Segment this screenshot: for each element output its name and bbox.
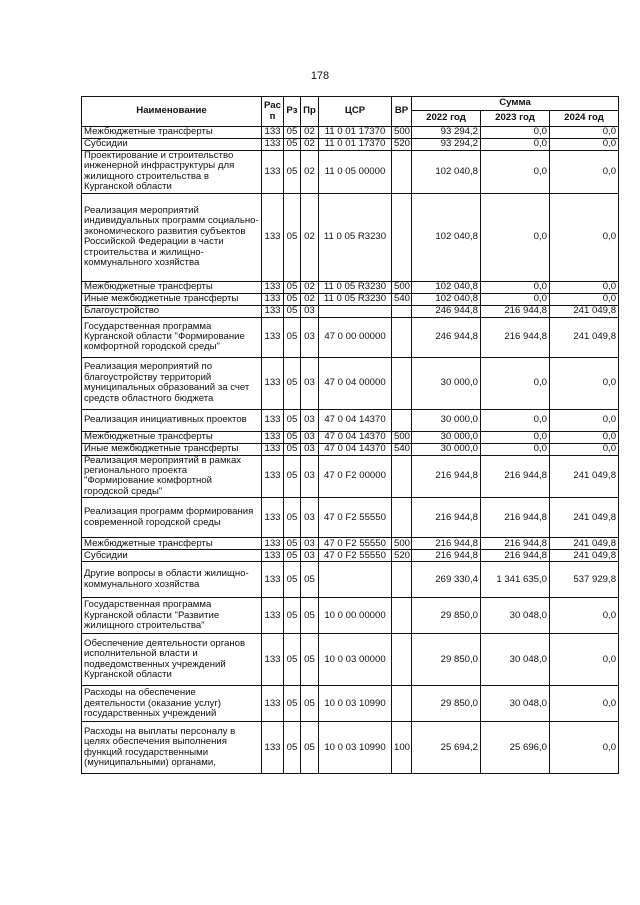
table-row: [82, 538, 619, 550]
table-row: [82, 139, 619, 151]
cell-rasp: 133: [262, 127, 284, 139]
table-row: [82, 281, 619, 293]
cell-csr: 47 0 04 14370: [319, 431, 392, 443]
cell-rasp: 133: [262, 317, 284, 357]
cell-y2024: 0,0: [550, 293, 619, 305]
cell-name: Обеспечение деятельности органов исполнительной власти и подведомственных учреждений Курганской области: [82, 634, 262, 686]
cell-vr: [392, 357, 412, 409]
cell-rz: 05: [284, 317, 301, 357]
cell-y2024: 0,0: [550, 151, 619, 194]
cell-rasp: 133: [262, 598, 284, 634]
cell-name: Субсидии: [82, 139, 262, 151]
cell-name: Расходы на обеспечение деятельности (оказание услуг) государственных учреждений: [82, 686, 262, 722]
cell-y2023: 0,0: [481, 409, 550, 431]
cell-y2022: 216 944,8: [412, 550, 481, 562]
cell-pr: 05: [301, 562, 319, 598]
cell-pr: 03: [301, 498, 319, 538]
cell-y2023: 0,0: [481, 193, 550, 281]
table-row: [82, 722, 619, 774]
cell-y2024: 241 049,8: [550, 305, 619, 317]
cell-rz: 05: [284, 443, 301, 455]
cell-rz: 05: [284, 127, 301, 139]
cell-vr: [392, 151, 412, 194]
cell-y2023: 0,0: [481, 281, 550, 293]
cell-y2024: 0,0: [550, 598, 619, 634]
cell-vr: 500: [392, 127, 412, 139]
header-pr: Пр: [301, 97, 319, 127]
cell-vr: [392, 193, 412, 281]
cell-rasp: 133: [262, 550, 284, 562]
cell-rasp: 133: [262, 293, 284, 305]
header-2022: 2022 год: [412, 111, 481, 127]
cell-rz: 05: [284, 562, 301, 598]
cell-rz: 05: [284, 538, 301, 550]
cell-vr: [392, 498, 412, 538]
cell-y2024: 537 929,8: [550, 562, 619, 598]
cell-rz: 05: [284, 598, 301, 634]
cell-rz: 05: [284, 431, 301, 443]
cell-name: Иные межбюджетные трансферты: [82, 293, 262, 305]
cell-pr: 02: [301, 293, 319, 305]
cell-y2022: 29 850,0: [412, 598, 481, 634]
header-2023: 2023 год: [481, 111, 550, 127]
table-row: [82, 305, 619, 317]
cell-vr: [392, 598, 412, 634]
cell-name: Реализация инициативных проектов: [82, 409, 262, 431]
cell-y2023: 0,0: [481, 431, 550, 443]
cell-rz: 05: [284, 634, 301, 686]
table-row: [82, 550, 619, 562]
cell-y2022: 216 944,8: [412, 498, 481, 538]
cell-y2024: 0,0: [550, 409, 619, 431]
cell-rasp: 133: [262, 431, 284, 443]
cell-rasp: 133: [262, 193, 284, 281]
cell-csr: 47 0 F2 00000: [319, 455, 392, 498]
cell-vr: 540: [392, 293, 412, 305]
cell-name: Межбюджетные трансферты: [82, 538, 262, 550]
cell-vr: 500: [392, 538, 412, 550]
cell-pr: 03: [301, 550, 319, 562]
cell-rasp: 133: [262, 281, 284, 293]
cell-rz: 05: [284, 550, 301, 562]
cell-name: Межбюджетные трансферты: [82, 431, 262, 443]
cell-name: Межбюджетные трансферты: [82, 281, 262, 293]
cell-pr: 05: [301, 686, 319, 722]
cell-y2023: 216 944,8: [481, 455, 550, 498]
cell-csr: [319, 562, 392, 598]
header-name: Наименование: [82, 97, 262, 127]
cell-pr: 03: [301, 317, 319, 357]
page-number: 178: [310, 70, 330, 82]
cell-y2022: 29 850,0: [412, 634, 481, 686]
cell-y2024: 0,0: [550, 193, 619, 281]
cell-csr: 11 0 05 R3230: [319, 193, 392, 281]
cell-pr: 03: [301, 305, 319, 317]
cell-name: Реализация мероприятий индивидуальных программ социально-экономического развития субъектов Российской Федерации в части строительства и жилищно-коммунального хозяйства: [82, 193, 262, 281]
cell-name: Расходы на выплаты персоналу в целях обеспечения выполнения функций государственными (муниципальными) органами,: [82, 722, 262, 774]
cell-y2024: 0,0: [550, 357, 619, 409]
cell-y2024: 241 049,8: [550, 538, 619, 550]
cell-rasp: 133: [262, 443, 284, 455]
cell-y2023: 216 944,8: [481, 498, 550, 538]
cell-csr: 47 0 F2 55550: [319, 550, 392, 562]
table-row: [82, 562, 619, 598]
cell-csr: 11 0 01 17370: [319, 139, 392, 151]
cell-pr: 03: [301, 443, 319, 455]
cell-pr: 02: [301, 193, 319, 281]
cell-pr: 05: [301, 634, 319, 686]
cell-vr: [392, 455, 412, 498]
cell-rasp: 133: [262, 409, 284, 431]
cell-csr: 47 0 04 14370: [319, 443, 392, 455]
cell-y2022: 246 944,8: [412, 317, 481, 357]
cell-y2022: 216 944,8: [412, 538, 481, 550]
cell-y2024: 0,0: [550, 634, 619, 686]
cell-name: Реализация мероприятий по благоустройству территорий муниципальных образований за счет средств областного бюджета: [82, 357, 262, 409]
cell-y2023: 216 944,8: [481, 550, 550, 562]
cell-rz: 05: [284, 455, 301, 498]
cell-pr: 02: [301, 151, 319, 194]
cell-rz: 05: [284, 686, 301, 722]
cell-csr: 47 0 00 00000: [319, 317, 392, 357]
header-2024: 2024 год: [550, 111, 619, 127]
cell-vr: 500: [392, 281, 412, 293]
cell-rasp: 133: [262, 722, 284, 774]
cell-vr: 100: [392, 722, 412, 774]
cell-y2023: 25 696,0: [481, 722, 550, 774]
cell-csr: 10 0 00 00000: [319, 598, 392, 634]
cell-name: Субсидии: [82, 550, 262, 562]
cell-vr: [392, 409, 412, 431]
cell-y2024: 241 049,8: [550, 317, 619, 357]
cell-vr: 520: [392, 550, 412, 562]
table-row: [82, 409, 619, 431]
cell-name: Реализация мероприятий в рамках регионального проекта "Формирование комфортной городской среды": [82, 455, 262, 498]
cell-y2022: 102 040,8: [412, 151, 481, 194]
cell-y2023: 0,0: [481, 443, 550, 455]
cell-pr: 05: [301, 722, 319, 774]
cell-name: Благоустройство: [82, 305, 262, 317]
cell-y2022: 30 000,0: [412, 431, 481, 443]
cell-pr: 02: [301, 127, 319, 139]
cell-y2023: 0,0: [481, 293, 550, 305]
table-row: [82, 598, 619, 634]
cell-pr: 03: [301, 357, 319, 409]
cell-csr: 47 0 04 14370: [319, 409, 392, 431]
cell-pr: 03: [301, 455, 319, 498]
cell-csr: 47 0 F2 55550: [319, 498, 392, 538]
cell-y2022: 30 000,0: [412, 409, 481, 431]
cell-y2023: 216 944,8: [481, 305, 550, 317]
cell-pr: 02: [301, 281, 319, 293]
cell-y2023: 30 048,0: [481, 686, 550, 722]
table-row: [82, 498, 619, 538]
cell-y2024: 0,0: [550, 431, 619, 443]
cell-rasp: 133: [262, 538, 284, 550]
cell-y2022: 30 000,0: [412, 443, 481, 455]
cell-y2023: 216 944,8: [481, 317, 550, 357]
table-row: [82, 634, 619, 686]
cell-rz: 05: [284, 305, 301, 317]
cell-rz: 05: [284, 409, 301, 431]
cell-csr: 11 0 05 R3230: [319, 281, 392, 293]
cell-rasp: 133: [262, 498, 284, 538]
cell-y2023: 0,0: [481, 151, 550, 194]
cell-rz: 05: [284, 357, 301, 409]
cell-name: Государственная программа Курганской области "Формирование комфортной городской среды": [82, 317, 262, 357]
cell-pr: 03: [301, 431, 319, 443]
cell-pr: 05: [301, 598, 319, 634]
cell-rasp: 133: [262, 357, 284, 409]
header-rz: Рз: [284, 97, 301, 127]
cell-rz: 05: [284, 498, 301, 538]
cell-vr: 520: [392, 139, 412, 151]
cell-y2022: 29 850,0: [412, 686, 481, 722]
cell-rasp: 133: [262, 139, 284, 151]
cell-csr: 11 0 01 17370: [319, 127, 392, 139]
table-row: [82, 357, 619, 409]
cell-y2024: 241 049,8: [550, 550, 619, 562]
cell-csr: 11 0 05 R3230: [319, 293, 392, 305]
cell-y2022: 269 330,4: [412, 562, 481, 598]
cell-rasp: 133: [262, 562, 284, 598]
cell-csr: 10 0 03 10990: [319, 686, 392, 722]
cell-csr: 47 0 F2 55550: [319, 538, 392, 550]
cell-rasp: 133: [262, 634, 284, 686]
table-row: [82, 317, 619, 357]
cell-y2023: 0,0: [481, 139, 550, 151]
cell-y2024: 0,0: [550, 139, 619, 151]
cell-vr: [392, 686, 412, 722]
cell-rz: 05: [284, 281, 301, 293]
table-row: [82, 455, 619, 498]
cell-rasp: 133: [262, 305, 284, 317]
cell-pr: 03: [301, 538, 319, 550]
cell-rz: 05: [284, 151, 301, 194]
cell-pr: 03: [301, 409, 319, 431]
cell-csr: 10 0 03 10990: [319, 722, 392, 774]
cell-y2024: 241 049,8: [550, 455, 619, 498]
cell-y2024: 0,0: [550, 281, 619, 293]
cell-y2022: 216 944,8: [412, 455, 481, 498]
cell-vr: [392, 634, 412, 686]
cell-csr: 11 0 05 00000: [319, 151, 392, 194]
cell-rz: 05: [284, 722, 301, 774]
header-rasp: Рас п: [262, 97, 284, 127]
cell-rasp: 133: [262, 455, 284, 498]
cell-rz: 05: [284, 293, 301, 305]
cell-y2023: 30 048,0: [481, 634, 550, 686]
cell-y2022: 93 294,2: [412, 127, 481, 139]
cell-y2023: 216 944,8: [481, 538, 550, 550]
table-row: [82, 151, 619, 194]
cell-rasp: 133: [262, 686, 284, 722]
table-row: [82, 193, 619, 281]
cell-y2022: 30 000,0: [412, 357, 481, 409]
cell-rz: 05: [284, 139, 301, 151]
cell-csr: 10 0 03 00000: [319, 634, 392, 686]
cell-vr: [392, 562, 412, 598]
cell-y2022: 102 040,8: [412, 193, 481, 281]
table-row: [82, 293, 619, 305]
cell-rasp: 133: [262, 151, 284, 194]
cell-y2022: 246 944,8: [412, 305, 481, 317]
cell-y2022: 102 040,8: [412, 281, 481, 293]
cell-name: Проектирование и строительство инженерной инфраструктуры для жилищного строительства в Курганской области: [82, 151, 262, 194]
cell-y2022: 93 294,2: [412, 139, 481, 151]
cell-y2023: 30 048,0: [481, 598, 550, 634]
cell-csr: 47 0 04 00000: [319, 357, 392, 409]
table-row: [82, 127, 619, 139]
cell-name: Межбюджетные трансферты: [82, 127, 262, 139]
cell-vr: 540: [392, 443, 412, 455]
cell-y2024: 0,0: [550, 443, 619, 455]
cell-name: Государственная программа Курганской области "Развитие жилищного строительства": [82, 598, 262, 634]
cell-y2022: 102 040,8: [412, 293, 481, 305]
cell-y2024: 0,0: [550, 127, 619, 139]
cell-y2024: 0,0: [550, 686, 619, 722]
cell-vr: 500: [392, 431, 412, 443]
cell-y2023: 1 341 635,0: [481, 562, 550, 598]
cell-y2022: 25 694,2: [412, 722, 481, 774]
cell-y2024: 0,0: [550, 722, 619, 774]
cell-csr: [319, 305, 392, 317]
header-vr: ВР: [392, 97, 412, 127]
cell-pr: 02: [301, 139, 319, 151]
header-csr: ЦСР: [319, 97, 392, 127]
table-row: [82, 686, 619, 722]
table-row: [82, 431, 619, 443]
cell-rz: 05: [284, 193, 301, 281]
cell-name: Реализация программ формирования современной городской среды: [82, 498, 262, 538]
cell-y2023: 0,0: [481, 357, 550, 409]
table-row: [82, 443, 619, 455]
cell-name: Другие вопросы в области жилищно-коммунального хозяйства: [82, 562, 262, 598]
cell-y2023: 0,0: [481, 127, 550, 139]
cell-name: Иные межбюджетные трансферты: [82, 443, 262, 455]
header-sum: Сумма: [412, 97, 619, 111]
cell-vr: [392, 317, 412, 357]
cell-vr: [392, 305, 412, 317]
budget-table: [81, 96, 619, 774]
cell-y2024: 241 049,8: [550, 498, 619, 538]
